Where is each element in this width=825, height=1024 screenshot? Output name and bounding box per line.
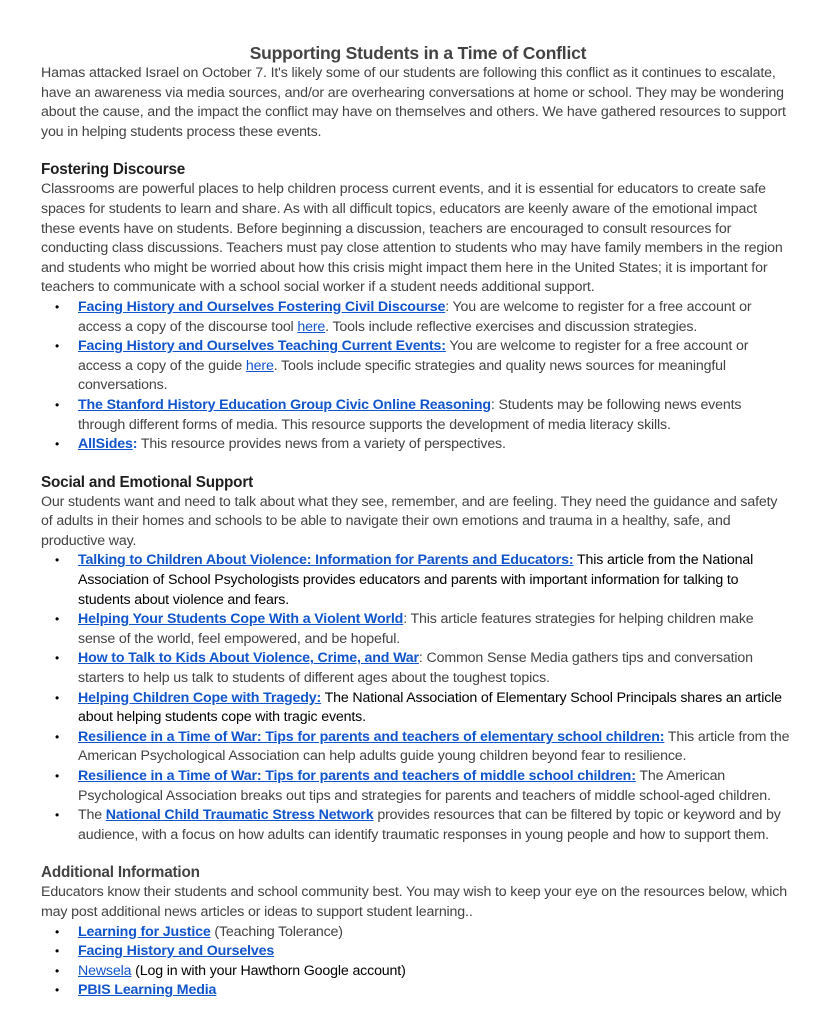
link-helping-children-cope-tragedy[interactable]: Helping Children Cope with Tragedy: bbox=[78, 689, 322, 706]
link-how-to-talk-to-kids[interactable]: How to Talk to Kids About Violence, Crime, and War bbox=[78, 650, 419, 667]
link-nctsn[interactable]: National Child Traumatic Stress Network bbox=[105, 807, 374, 824]
item-text: : Common Sense Media gathers tips and conversation starters to help us talk to students of different ages about the toughest topics. bbox=[78, 650, 753, 687]
list-item bbox=[41, 981, 791, 1001]
document-page bbox=[41, 42, 791, 1001]
link-here-discourse-tool[interactable]: here bbox=[297, 318, 326, 335]
list-item bbox=[41, 337, 791, 396]
link-newsela[interactable]: Newsela bbox=[78, 962, 132, 979]
additional-paragraph: Educators know their students and school community best. You may wish to keep your eye on the resources below, which may post additional news articles or ideas to support student learning.. bbox=[41, 884, 787, 920]
link-resilience-middle-school[interactable]: Resilience in a Time of War: Tips for parents and teachers of middle school children: bbox=[78, 768, 636, 784]
bullet-icon: • bbox=[55, 769, 60, 783]
bullet-icon: • bbox=[55, 983, 60, 998]
link-talking-to-children-about-violence[interactable]: Talking to Children About Violence: Information for Parents and Educators: bbox=[78, 552, 574, 569]
additional-heading: Additional Information bbox=[41, 864, 200, 882]
list-item bbox=[41, 806, 791, 845]
fostering-paragraph: Classrooms are powerful places to help children process current events, and it is essential for educators to create safe spaces for students to learn and share. As with all difficult topics, educators are keenly aware of the emotional impact these events have on students. Before beginning a discussion, teachers are encouraged to consult resources for conducting class discussions. Teachers must pay close attention to students who may have family members in the region and students who might be worried about how this crisis might impact them here in the United States; it is important for teachers to communicate with a school social worker if a student needs additional support. bbox=[41, 181, 783, 296]
bullet-icon: • bbox=[55, 944, 60, 959]
list-item bbox=[41, 728, 791, 767]
item-text: This article from the American Psychological Association can help adults guide young children beyond fear to resilience. bbox=[78, 728, 790, 765]
item-text: The American Psychological Association breaks out tips and strategies for parents and teachers of middle school-aged children. bbox=[78, 768, 771, 804]
bullet-icon: • bbox=[55, 651, 60, 666]
item-text: This article from the National Association of School Psychologists provides educators and parents with important information for talking to students about violence and fears. bbox=[78, 552, 754, 608]
link-allsides[interactable]: AllSides bbox=[78, 436, 133, 453]
list-item bbox=[41, 689, 791, 728]
page-title: Supporting Students in a Time of Conflict bbox=[249, 43, 587, 63]
list-item bbox=[41, 610, 791, 649]
item-text: (Log in with your Hawthorn Google account) bbox=[131, 962, 406, 979]
bullet-icon: • bbox=[55, 397, 60, 412]
fostering-list bbox=[41, 298, 791, 455]
list-item bbox=[41, 942, 791, 962]
link-learning-for-justice[interactable]: Learning for Justice bbox=[78, 923, 211, 940]
link-pbis-learning-media[interactable]: PBIS Learning Media bbox=[78, 982, 217, 999]
additional-list bbox=[41, 923, 791, 1001]
link-teaching-current-events[interactable]: Facing History and Ourselves Teaching Current Events: bbox=[78, 338, 446, 355]
item-text: . Tools include reflective exercises and discussion strategies. bbox=[325, 318, 698, 335]
list-item bbox=[41, 396, 791, 435]
bullet-icon: • bbox=[55, 729, 60, 744]
bullet-icon: • bbox=[55, 299, 60, 314]
list-item bbox=[41, 551, 791, 610]
item-text: : Students may be following news events through different forms of media. This resource supports the development of media literacy skills. bbox=[78, 396, 742, 433]
list-item bbox=[41, 435, 791, 455]
bullet-icon: • bbox=[55, 339, 60, 354]
link-resilience-elementary[interactable]: Resilience in a Time of War: Tips for parents and teachers of elementary school children: bbox=[78, 728, 665, 745]
item-text: provides resources that can be filtered by topic or keyword and by audience, with a focus on how adults can identify traumatic responses in young people and how to support them. bbox=[78, 807, 781, 843]
link-here-guide[interactable]: here bbox=[245, 357, 274, 374]
social-heading: Social and Emotional Support bbox=[41, 473, 253, 491]
link-fostering-civil-discourse[interactable]: Facing History and Ourselves Fostering Civil Discourse bbox=[78, 298, 446, 315]
link-helping-students-cope-violent-world[interactable]: Helping Your Students Cope With a Violent World bbox=[78, 611, 404, 628]
link-stanford-civic-online-reasoning[interactable]: The Stanford History Education Group Civic Online Reasoning bbox=[78, 396, 491, 413]
list-item bbox=[41, 923, 791, 943]
intro-paragraph: Hamas attacked Israel on October 7. It's likely some of our students are following this conflict as it continues to escalate, have an awareness via media sources, and/or are overhearing conversations at home or school. They may be wondering about the cause, and the impact the conflict may have on themselves and others. We have gathered resources to support you in helping students process these events. bbox=[41, 65, 786, 140]
item-text: . Tools include specific strategies and quality news sources for meaningful conversations. bbox=[78, 357, 726, 394]
bullet-icon: • bbox=[55, 437, 60, 452]
bullet-icon: • bbox=[55, 808, 60, 823]
fostering-heading: Fostering Discourse bbox=[41, 161, 186, 179]
list-item bbox=[41, 767, 791, 806]
social-list bbox=[41, 551, 791, 845]
item-text: You are welcome to register for a free account or access a copy of the guide bbox=[78, 338, 749, 374]
bullet-icon: • bbox=[55, 963, 60, 978]
bullet-icon: • bbox=[55, 612, 60, 627]
bullet-icon: • bbox=[55, 553, 60, 568]
item-prefix: The bbox=[78, 807, 106, 824]
list-item bbox=[41, 298, 791, 337]
social-paragraph: Our students want and need to talk about what they see, remember, and are feeling. They need the guidance and safety of adults in their homes and schools to be able to navigate their own emotions and trauma in a healthy, safe, and productive way. bbox=[41, 493, 778, 549]
item-text: (Teaching Tolerance) bbox=[210, 923, 343, 940]
bullet-icon: • bbox=[55, 924, 60, 939]
link-facing-history[interactable]: Facing History and Ourselves bbox=[78, 943, 275, 960]
item-text: This resource provides news from a variety of perspectives. bbox=[137, 436, 506, 453]
colon: : bbox=[132, 436, 138, 453]
list-item bbox=[41, 962, 791, 982]
item-text: The National Association of Elementary School Principals shares an article about helping students cope with tragic events. bbox=[78, 689, 782, 726]
list-item bbox=[41, 649, 791, 688]
item-text: : You are welcome to register for a free account or access a copy of the discourse tool bbox=[78, 298, 752, 335]
bullet-icon: • bbox=[55, 690, 60, 705]
item-text: : This article features strategies for helping children make sense of the world, feel empowered, and be hopeful. bbox=[78, 611, 754, 647]
